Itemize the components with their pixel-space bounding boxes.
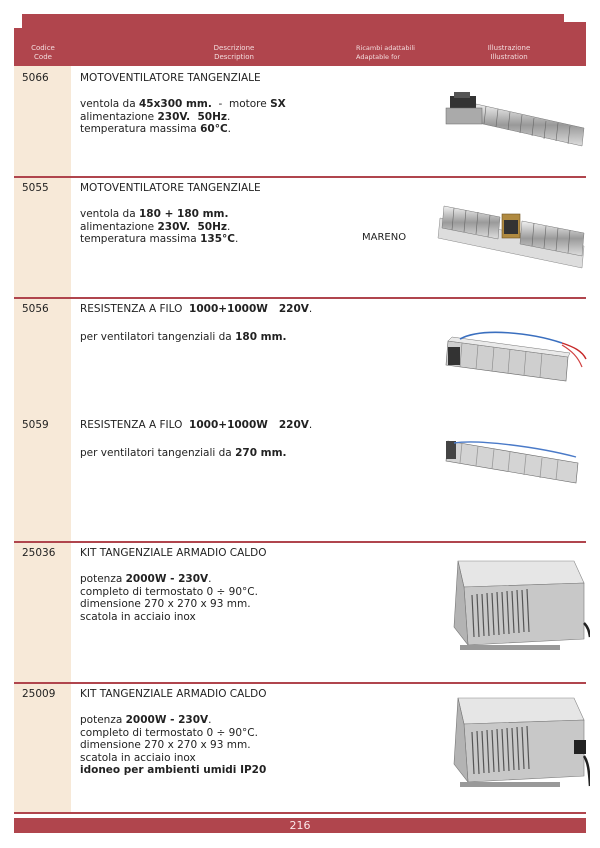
product-description: [80, 714, 266, 777]
emphasis-text: SX: [270, 98, 286, 110]
text-segment: potenza: [80, 714, 126, 726]
product-code: 5056: [22, 303, 49, 315]
header-tab: [564, 14, 586, 22]
product-title: [80, 303, 312, 315]
text-segment: .: [234, 233, 239, 245]
text-segment: ventola da: [80, 98, 139, 110]
header-notch: [14, 14, 22, 28]
text-segment: .: [208, 573, 212, 585]
tangential-fan-motor-icon: [436, 88, 586, 148]
wire-resistor-icon: [442, 327, 590, 385]
product-code: 5066: [22, 72, 49, 84]
row-separator: [14, 541, 586, 543]
emphasis-text: 60°C: [200, 123, 228, 135]
text-segment: completo di termostato 0 ÷ 90°C.: [80, 726, 258, 739]
emphasis-text: 1000+1000W 220V: [189, 303, 309, 315]
header-illustration: Illustrazione Illustration: [487, 44, 531, 61]
text-segment: dimensione 270 x 270 x 93 mm.: [80, 739, 251, 751]
text-segment: scatola in acciaio inox: [80, 610, 196, 623]
product-code: 5059: [22, 419, 49, 431]
description-line: [80, 598, 258, 611]
product-code: 25036: [22, 547, 56, 559]
description-line: [80, 739, 266, 752]
description-line: [80, 208, 238, 221]
product-code: 25009: [22, 688, 56, 700]
emphasis-text: 45x300 mm.: [139, 98, 212, 110]
description-line: [80, 111, 286, 124]
header-description: Descrizione Description: [213, 44, 255, 61]
description-line: [80, 764, 266, 777]
description-line: [80, 233, 238, 246]
product-code: 5055: [22, 182, 49, 194]
emphasis-text: idoneo per ambienti umidi IP20: [80, 764, 267, 776]
text-segment: RESISTENZA A FILO: [80, 419, 190, 431]
product-title: KIT TANGENZIALE ARMADIO CALDO: [80, 547, 267, 559]
product-title: [80, 419, 312, 431]
description-line: [80, 714, 266, 727]
product-description: [80, 447, 287, 460]
product-title: KIT TANGENZIALE ARMADIO CALDO: [80, 688, 267, 700]
text-segment: .: [226, 220, 231, 233]
product-description: [80, 331, 287, 344]
text-segment: .: [226, 110, 231, 123]
wire-resistor-long-icon: [438, 433, 590, 488]
product-row: [14, 413, 586, 541]
text-segment: dimensione 270 x 270 x 93 mm.: [80, 598, 251, 610]
text-segment: alimentazione: [80, 110, 158, 123]
emphasis-text: 270 mm.: [235, 447, 287, 459]
product-description: [80, 208, 238, 246]
text-segment: - motore: [211, 98, 271, 110]
text-segment: completo di termostato 0 ÷ 90°C.: [80, 585, 258, 598]
text-segment: .: [208, 714, 212, 726]
description-line: [80, 123, 286, 136]
row-separator: [14, 176, 586, 178]
text-segment: scatola in acciaio inox: [80, 751, 196, 764]
emphasis-text: 230V. 50Hz: [157, 110, 227, 123]
text-segment: per ventilatori tangenziali da: [80, 447, 236, 459]
emphasis-text: 230V. 50Hz: [157, 220, 227, 233]
product-row: [14, 66, 586, 176]
text-segment: .: [308, 419, 313, 431]
adaptable-brand: MARENO: [362, 232, 407, 243]
text-segment: .: [227, 123, 231, 135]
description-line: [80, 331, 287, 344]
product-title: MOTOVENTILATORE TANGENZIALE: [80, 72, 261, 84]
product-description: [80, 98, 286, 136]
product-row: [14, 682, 586, 812]
emphasis-text: 2000W - 230V: [125, 573, 209, 585]
page-footer: [14, 818, 586, 833]
description-line: [80, 447, 287, 460]
description-line: [80, 752, 266, 765]
table-bottom-border: [14, 812, 586, 814]
product-row: [14, 541, 586, 682]
description-line: [80, 586, 258, 599]
row-separator: [14, 812, 586, 814]
emphasis-text: 135°C: [200, 233, 235, 245]
text-segment: temperatura massima: [80, 233, 201, 245]
text-segment: temperatura massima: [80, 123, 201, 135]
emphasis-text: 180 + 180 mm.: [139, 208, 229, 220]
product-title: MOTOVENTILATORE TANGENZIALE: [80, 182, 261, 194]
description-line: [80, 221, 238, 234]
heating-kit-box-icon: [434, 553, 590, 653]
description-line: [80, 98, 286, 111]
description-line: [80, 573, 258, 586]
double-tangential-fan-icon: [434, 196, 589, 278]
description-line: [80, 727, 266, 740]
text-segment: per ventilatori tangenziali da: [80, 331, 236, 343]
page-number: 216: [289, 819, 311, 832]
table-header: [14, 14, 586, 66]
text-segment: ventola da: [80, 208, 139, 220]
text-segment: RESISTENZA A FILO: [80, 303, 190, 315]
product-description: [80, 573, 258, 623]
emphasis-text: 180 mm.: [235, 331, 287, 343]
header-code: Codice Code: [31, 44, 55, 61]
description-line: [80, 611, 258, 624]
text-segment: .: [308, 303, 313, 315]
row-separator: [14, 682, 586, 684]
header-adaptable: Ricambi adattabili Adaptable for: [356, 44, 415, 61]
emphasis-text: 2000W - 230V: [125, 714, 209, 726]
product-row: [14, 176, 586, 297]
row-separator: [14, 297, 586, 299]
text-segment: alimentazione: [80, 220, 158, 233]
emphasis-text: 1000+1000W 220V: [189, 419, 309, 431]
heating-kit-box-ip20-icon: [434, 690, 590, 794]
text-segment: potenza: [80, 573, 126, 585]
product-row: [14, 297, 586, 407]
